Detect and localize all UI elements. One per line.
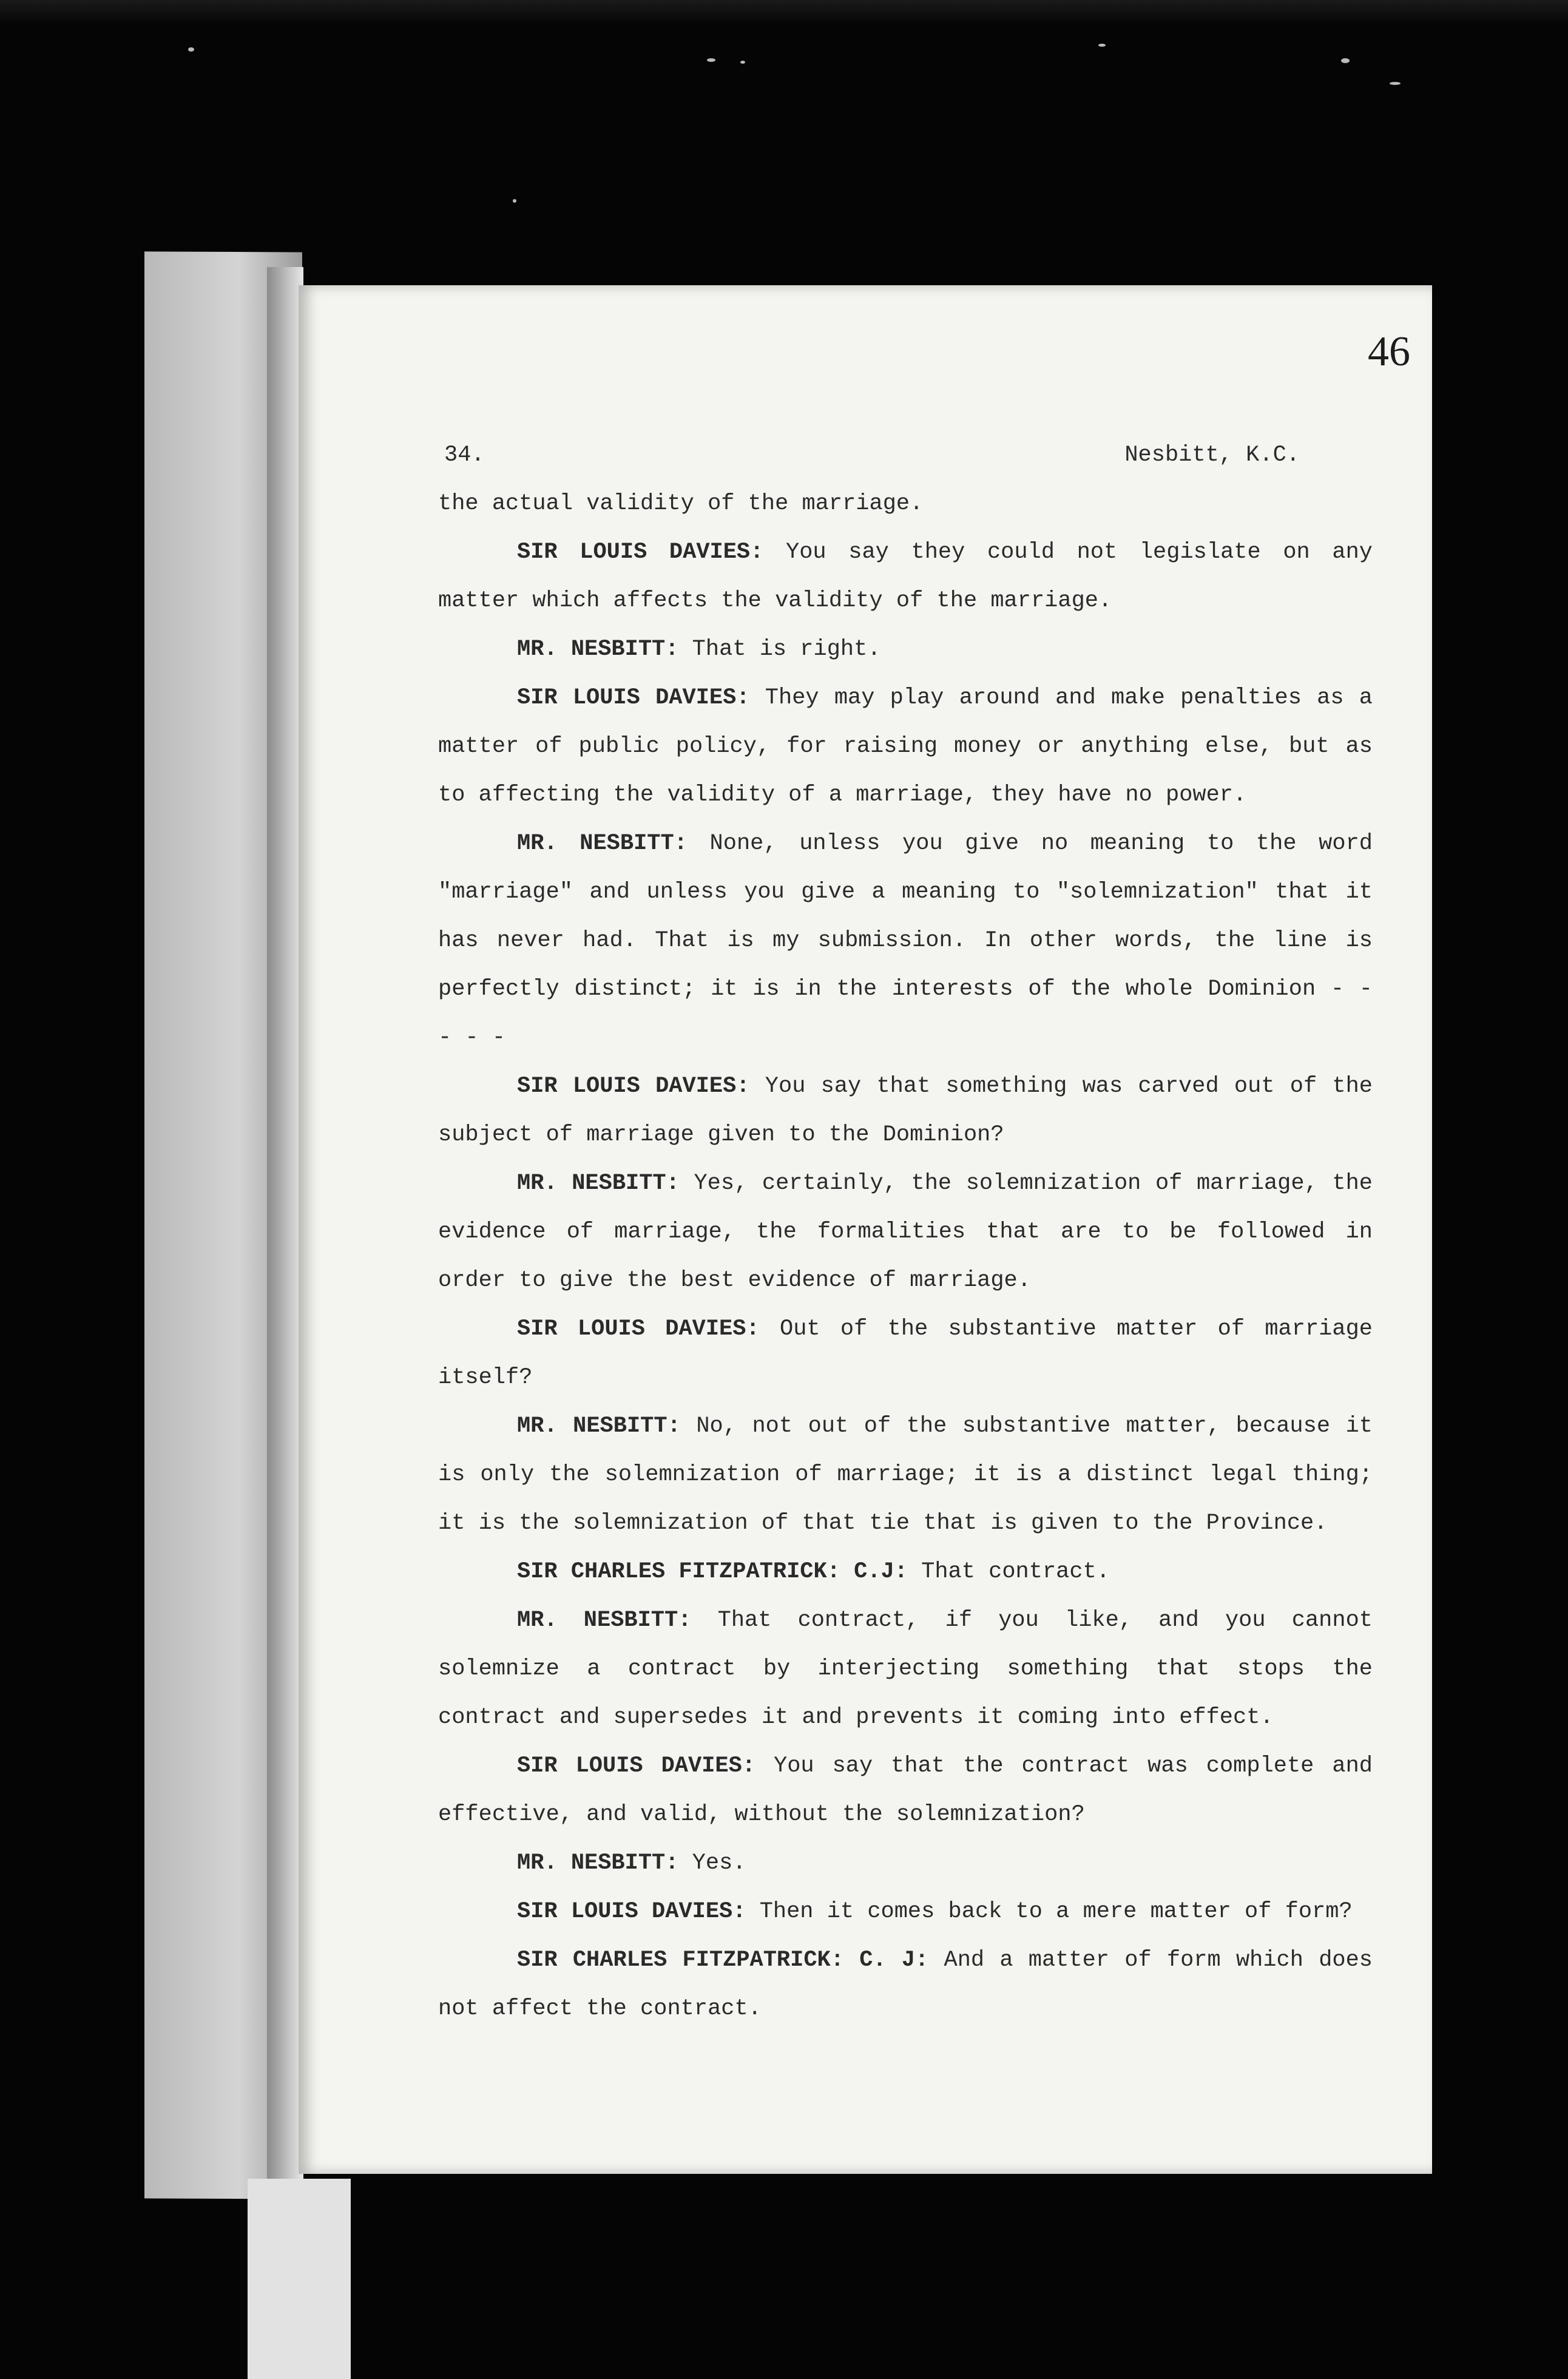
document-page — [299, 285, 1432, 2174]
speaker-label: SIR CHARLES FITZPATRICK: C.J: — [517, 1559, 908, 1585]
film-speck — [1098, 44, 1106, 47]
transcript-paragraph — [438, 528, 1373, 625]
utterance-text: That contract. — [921, 1559, 1110, 1585]
speaker-label: MR. NESBITT: — [517, 831, 688, 856]
page-tab-strip — [248, 2179, 351, 2379]
utterance-text: Out of the substantive matter of marriage itself? — [438, 1316, 1373, 1390]
transcript-paragraph — [438, 674, 1373, 819]
speaker-label: MR. NESBITT: — [517, 1608, 692, 1633]
counsel-header: Nesbitt, K.C. — [1124, 442, 1300, 468]
transcript-paragraph — [438, 1159, 1373, 1305]
utterance-text: No, not out of the substantive matter, because it is only the solemnization of marriage; it is a distinct legal thing; it is the solemnization of that tie that is given to the Province. — [438, 1413, 1373, 1536]
utterance-text: the actual validity of the marriage. — [438, 491, 924, 516]
transcript-line — [438, 479, 1373, 528]
speaker-label: MR. NESBITT: — [517, 637, 679, 662]
running-header — [438, 431, 1373, 479]
transcript-paragraph — [438, 1305, 1373, 1402]
page-gutter — [267, 267, 303, 2185]
speaker-label: SIR LOUIS DAVIES: — [517, 540, 764, 565]
utterance-text: Yes. — [692, 1850, 746, 1876]
transcript-paragraph — [438, 1742, 1373, 1839]
transcript-paragraph — [438, 1887, 1373, 1936]
transcript-paragraph — [438, 1548, 1373, 1596]
utterance-text: You say they could not legislate on any matter which affects the validity of the marriage. — [438, 540, 1373, 614]
utterance-text: And a matter of form which does not affect the contract. — [438, 1948, 1373, 2022]
utterance-text: That contract, if you like, and you cannot solemnize a contract by interjecting something that stops the contract and supersedes it and prevents it coming into effect. — [438, 1608, 1373, 1730]
speaker-label: MR. NESBITT: — [517, 1171, 680, 1196]
speaker-label: MR. NESBITT: — [517, 1413, 681, 1439]
speaker-label: SIR LOUIS DAVIES: — [517, 1899, 746, 1924]
speaker-label: MR. NESBITT: — [517, 1850, 679, 1876]
film-speck — [188, 47, 194, 52]
film-speck — [707, 58, 715, 62]
page-number: 46 — [1368, 328, 1410, 375]
transcript-paragraph — [438, 625, 1373, 674]
transcript-paragraph — [438, 1402, 1373, 1548]
film-edge — [0, 0, 1568, 24]
transcript-body — [438, 431, 1373, 2033]
speaker-label: SIR CHARLES FITZPATRICK: C. J: — [517, 1948, 929, 1973]
speaker-label: SIR LOUIS DAVIES: — [517, 1753, 756, 1779]
bleed-through-text — [169, 361, 217, 379]
utterance-text: Then it comes back to a mere matter of form? — [759, 1899, 1353, 1924]
utterance-text: That is right. — [692, 637, 881, 662]
transcript-paragraph — [438, 1062, 1373, 1159]
utterance-text: You say that something was carved out of the subject of marriage given to the Dominion? — [438, 1074, 1373, 1148]
utterance-text: None, unless you give no meaning to the word "marriage" and unless you give a meaning to "solemnization" that it has never had. That is my submission. In other words, the line is perfectly distinct; it is in the interests of the whole Dominion - - - - - — [438, 831, 1373, 1051]
utterance-text: They may play around and make penalties as a matter of public policy, for raising money or anything else, but as to affecting the validity of a marriage, they have no power. — [438, 685, 1373, 808]
utterance-text: You say that the contract was complete and effective, and valid, without the solemnization? — [438, 1753, 1373, 1827]
transcript-paragraph — [438, 1839, 1373, 1887]
transcript-paragraph — [438, 1596, 1373, 1742]
utterance-text: Yes, certainly, the solemnization of marriage, the evidence of marriage, the formalities that are to be followed in order to give the best evidence of marriage. — [438, 1171, 1373, 1293]
transcript-page-ref: 34. — [444, 442, 485, 468]
film-speck — [513, 199, 516, 203]
speaker-label: SIR LOUIS DAVIES: — [517, 1316, 760, 1342]
film-speck — [1390, 82, 1401, 85]
speaker-label: SIR LOUIS DAVIES: — [517, 685, 750, 711]
speaker-label: SIR LOUIS DAVIES: — [517, 1074, 750, 1099]
transcript-paragraph — [438, 1936, 1373, 2033]
film-speck — [740, 61, 745, 64]
transcript-paragraph — [438, 819, 1373, 1062]
film-speck — [1341, 58, 1350, 63]
